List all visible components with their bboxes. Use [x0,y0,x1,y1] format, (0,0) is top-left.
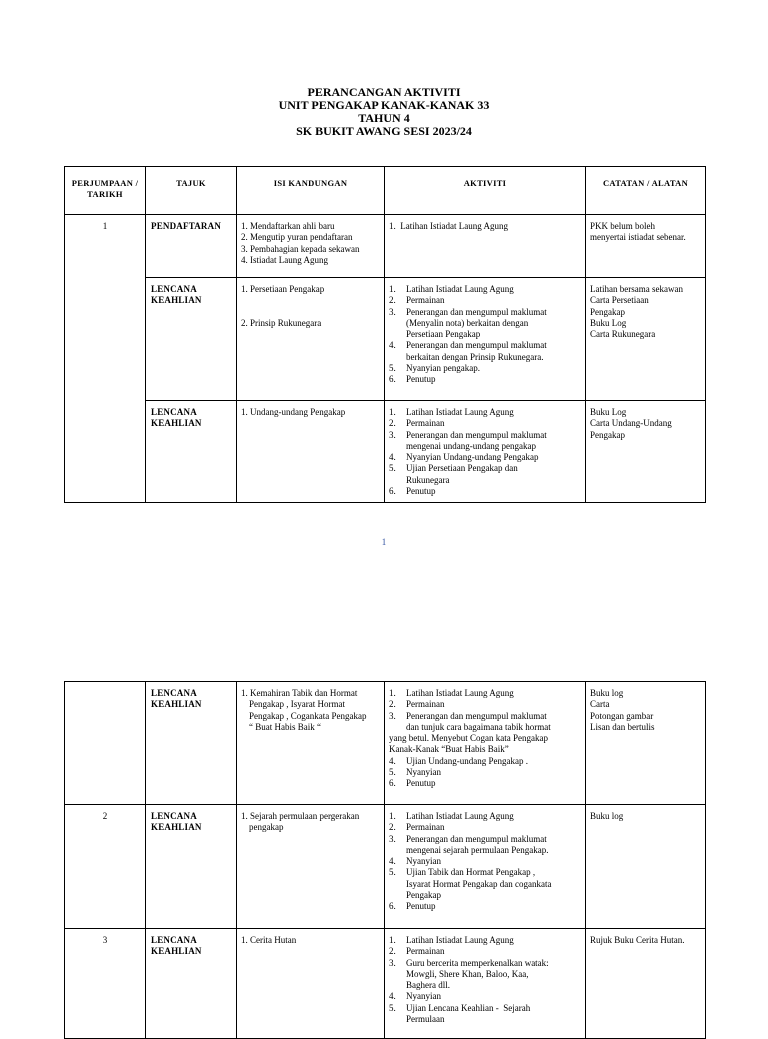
cell-perjumpaan: 3 [65,929,146,1039]
cell-line: mengenai undang-undang pengakap [406,440,536,451]
cell-line: Pengakap [590,429,625,440]
cell-line: 4. Istiadat Laung Agung [241,254,328,265]
cell-line: 1. Sejarah permulaan pergerakan [241,811,360,821]
cell-line: Lisan dan bertulis [590,721,655,732]
cell-line: Pengakap , Isyarat Hormat [249,699,345,710]
cell-line: 4. Nyanyian [389,991,441,1002]
table-row [65,278,706,401]
cell-line: Pengakap [590,306,625,317]
cell-line: menyertai istiadat sebenar. [590,232,686,243]
cell-line: Buku log [590,811,624,821]
cell-line: 1. Latihan Istiadat Laung Agung [389,935,514,945]
cell-line: 5. Ujian Tabik dan Hormat Pengakap , [389,867,536,878]
cell-catatan [586,682,706,805]
title-line: UNIT PENGAKAP KANAK-KANAK 33 [278,98,490,112]
cell-tajuk: PENDAFTARAN [146,215,237,278]
cell-perjumpaan: 2 [65,805,146,929]
header-catatan: CATATAN / ALATAN [586,167,706,215]
cell-line: 5. Nyanyian pengakap. [389,363,480,374]
table-row [65,215,706,278]
cell-perjumpaan [65,682,146,805]
cell-line: 4. Penerangan dan mengumpul maklumat [389,340,547,351]
cell-line: Potongan gambar [590,710,654,721]
cell-line: 1. Mendaftarkan ahli baru [241,221,335,231]
cell-line: 5. Nyanyian [389,767,441,778]
cell-line: 4. Nyanyian Undang-undang Pengakap [389,452,539,463]
table-row [65,805,706,929]
cell-aktiviti [385,929,586,1039]
cell-line: Baghera dll. [406,980,450,991]
cell-line: “ Buat Habis Baik “ [249,721,321,732]
cell-catatan [586,805,706,929]
cell-line: dan tunjuk cara bagaimana tabik hormat [406,721,551,732]
cell-line: 3. Penerangan dan mengumpul maklumat [389,429,547,440]
cell-catatan [586,401,706,503]
cell-line: Kanak-Kanak “Buat Habis Baik” [389,744,509,755]
table-row [65,682,706,805]
cell-line: Carta Persetiaan [590,295,649,306]
cell-line: 1. Persetiaan Pengakap [241,284,325,294]
cell-perjumpaan: 1 [65,215,146,503]
cell-line: 3. Penerangan dan mengumpul maklumat [389,833,547,844]
cell-line: Rujuk Buku Cerita Hutan. [590,935,685,945]
cell-line: 1. Cerita Hutan [241,935,297,945]
cell-line: 6. Penutup [389,486,436,497]
cell-line [241,307,381,318]
cell-line: 3. Pembahagian kepada sekawan [241,243,360,254]
cell-line: 4. Ujian Undang-undang Pengakap . [389,755,528,766]
cell-line: (Menyalin nota) berkaitan dengan [406,317,529,328]
cell-line: Pengakap , Cogankata Pengakap [249,710,367,721]
cell-line: 6. Penutup [389,901,436,912]
cell-isi-kandungan [237,401,385,503]
cell-line: Permulaan [406,1014,445,1025]
cell-aktiviti [385,682,586,805]
header-aktiviti: AKTIVITI [385,167,586,215]
cell-aktiviti [385,805,586,929]
table-row [65,401,706,503]
cell-line: Persetiaan Pengakap [406,329,481,340]
cell-catatan [586,215,706,278]
cell-line: 1. Undang-undang Pengakap [241,407,346,417]
page-number: 1 [381,537,387,547]
cell-aktiviti [385,278,586,401]
cell-tajuk: LENCANA KEAHLIAN [146,278,237,401]
cell-line: 1. Latihan Istiadat Laung Agung [389,688,514,698]
cell-aktiviti [385,215,586,278]
document-title [0,86,768,138]
cell-line: 3. Guru bercerita memperkenalkan watak: [389,957,549,968]
header-tajuk: TAJUK [146,167,237,215]
cell-line: 4. Nyanyian [389,856,441,867]
cell-line: 1. Kemahiran Tabik dan Hormat [241,688,358,698]
cell-line: yang betul. Menyebut Cogan kata Pengakap [389,733,548,744]
cell-line: 2. Permainan [389,699,445,710]
cell-isi-kandungan [237,682,385,805]
cell-line: 1. Latihan Istiadat Laung Agung [389,284,514,294]
title-line: TAHUN 4 [358,111,410,125]
cell-tajuk: LENCANA KEAHLIAN [146,929,237,1039]
cell-line: 3. Penerangan dan mengumpul maklumat [389,306,547,317]
cell-catatan [586,929,706,1039]
cell-line [241,295,381,306]
cell-line: PKK belum boleh [590,221,655,231]
cell-line: 1. Latihan Istiadat Laung Agung [389,811,514,821]
cell-line: 2. Permainan [389,822,445,833]
cell-aktiviti [385,401,586,503]
cell-isi-kandungan [237,215,385,278]
cell-tajuk: LENCANA KEAHLIAN [146,805,237,929]
cell-line: Mowgli, Shere Khan, Baloo, Kaa, [406,968,529,979]
cell-line: 2. Permainan [389,946,445,957]
cell-line: Buku Log [590,407,627,417]
cell-isi-kandungan [237,278,385,401]
header-isi: ISI KANDUNGAN [237,167,385,215]
cell-line: Latihan bersama sekawan [590,284,683,294]
cell-line: berkaitan dengan Prinsip Rukunegara. [406,351,544,362]
cell-line: 1. Latihan Istiadat Laung Agung [389,407,514,417]
cell-isi-kandungan [237,929,385,1039]
cell-line: 5. Ujian Persetiaan Pengakap dan [389,463,518,474]
title-line: SK BUKIT AWANG SESI 2023/24 [296,124,472,138]
cell-line: Buku Log [590,317,627,328]
cell-line: 3. Penerangan dan mengumpul maklumat [389,710,547,721]
cell-line: 6. Penutup [389,778,436,789]
table-row [65,929,706,1039]
cell-tajuk: LENCANA KEAHLIAN [146,682,237,805]
cell-line: 2. Permainan [389,295,445,306]
cell-catatan [586,278,706,401]
cell-line: 2. Mengutip yuran pendaftaran [241,232,353,243]
cell-line: 2. Permainan [389,418,445,429]
title-line: PERANCANGAN AKTIVITI [307,85,461,99]
cell-line: pengakap [249,822,284,833]
cell-line: Buku log [590,688,624,698]
cell-line: Isyarat Hormat Pengakap dan cogankata [406,878,552,889]
header-perjumpaan: PERJUMPAAN / TARIKH [65,167,146,215]
cell-line: Pengakap [406,890,441,901]
cell-line: 2. Prinsip Rukunegara [241,317,322,328]
cell-line: Rukunegara [406,474,450,485]
cell-line: Carta Rukunegara [590,329,656,340]
cell-line: Carta [590,699,610,710]
cell-line: Carta Undang-Undang [590,418,672,429]
activity-table-page2 [64,681,706,1039]
cell-isi-kandungan [237,805,385,929]
cell-line: 5. Ujian Lencana Keahlian - Sejarah [389,1002,531,1013]
activity-table-page1 [64,166,706,503]
cell-line: 1. Latihan Istiadat Laung Agung [389,221,508,231]
cell-line: 6. Penutup [389,374,436,385]
cell-line: mengenai sejarah permulaan Pengakap. [406,844,549,855]
cell-tajuk: LENCANA KEAHLIAN [146,401,237,503]
